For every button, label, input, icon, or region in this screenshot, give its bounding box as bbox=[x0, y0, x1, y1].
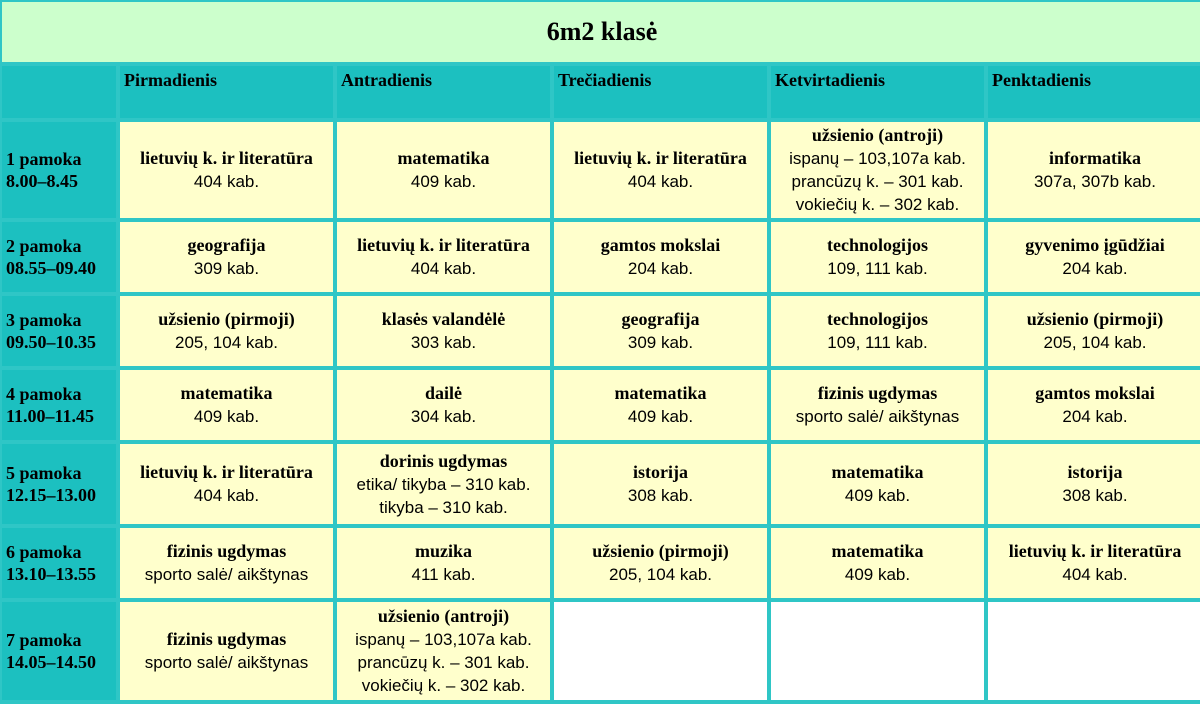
period-cell bbox=[2, 528, 116, 598]
subject-name: matematika bbox=[180, 383, 273, 403]
lesson-cell bbox=[771, 370, 984, 440]
room-info: 409 kab. bbox=[844, 565, 911, 584]
lesson-cell bbox=[554, 444, 767, 524]
period-label: 7 pamoka bbox=[6, 630, 82, 650]
period-label: 6 pamoka bbox=[6, 542, 82, 562]
period-cell bbox=[2, 370, 116, 440]
room-info: prancūzų k. – 301 kab. bbox=[791, 172, 964, 191]
subject-name: fizinis ugdymas bbox=[166, 541, 287, 561]
subject-name: fizinis ugdymas bbox=[817, 383, 938, 403]
lesson-cell bbox=[337, 444, 550, 524]
lesson-cell bbox=[988, 444, 1200, 524]
room-info: ispanų – 103,107a kab. bbox=[355, 630, 532, 649]
day-header: Ketvirtadienis bbox=[771, 66, 984, 118]
room-info: 404 kab. bbox=[410, 259, 477, 278]
lesson-cell bbox=[120, 370, 333, 440]
period-time: 8.00–8.45 bbox=[6, 171, 78, 191]
lesson-cell bbox=[771, 222, 984, 292]
lesson-cell bbox=[120, 122, 333, 218]
day-header: Penktadienis bbox=[988, 66, 1200, 118]
lesson-cell bbox=[337, 222, 550, 292]
lesson-cell bbox=[120, 296, 333, 366]
subject-name: užsienio (antroji) bbox=[377, 606, 510, 626]
lesson-cell bbox=[554, 122, 767, 218]
lesson-cell bbox=[554, 222, 767, 292]
lesson-cell bbox=[554, 528, 767, 598]
period-label: 1 pamoka bbox=[6, 149, 82, 169]
table-row bbox=[2, 602, 1200, 700]
room-info: ispanų – 103,107a kab. bbox=[789, 149, 966, 168]
lesson-cell bbox=[771, 296, 984, 366]
room-info: 308 kab. bbox=[1062, 486, 1128, 505]
day-header: Trečiadienis bbox=[554, 66, 767, 118]
lesson-cell bbox=[554, 370, 767, 440]
lesson-cell bbox=[988, 122, 1200, 218]
page-title: 6m2 klasė bbox=[2, 2, 1200, 62]
subject-name: užsienio (pirmoji) bbox=[158, 309, 295, 329]
period-cell bbox=[2, 222, 116, 292]
lesson-cell bbox=[771, 528, 984, 598]
subject-name: geografija bbox=[187, 235, 266, 255]
table-row bbox=[2, 528, 1200, 598]
subject-name: muzika bbox=[414, 541, 472, 561]
period-cell bbox=[2, 296, 116, 366]
period-label: 3 pamoka bbox=[6, 310, 82, 330]
subject-name: lietuvių k. ir literatūra bbox=[574, 148, 747, 168]
empty-cell bbox=[988, 602, 1200, 700]
title-row bbox=[2, 2, 1200, 62]
subject-name: istorija bbox=[1067, 462, 1123, 482]
subject-name: technologijos bbox=[827, 235, 928, 255]
room-info: sporto salė/ aikštynas bbox=[795, 407, 960, 426]
lesson-cell bbox=[120, 444, 333, 524]
subject-name: matematika bbox=[831, 462, 924, 482]
lesson-cell bbox=[337, 528, 550, 598]
subject-name: gamtos mokslai bbox=[600, 235, 721, 255]
table-row bbox=[2, 122, 1200, 218]
empty-cell bbox=[554, 602, 767, 700]
lesson-cell bbox=[120, 222, 333, 292]
room-info: 308 kab. bbox=[627, 486, 694, 505]
lesson-cell bbox=[771, 444, 984, 524]
room-info: 205, 104 kab. bbox=[1043, 333, 1147, 352]
subject-name: geografija bbox=[621, 309, 700, 329]
room-info: etika/ tikyba – 310 kab. bbox=[356, 474, 531, 494]
empty-cell bbox=[771, 602, 984, 700]
room-info: sporto salė/ aikštynas bbox=[144, 653, 309, 672]
room-info: 309 kab. bbox=[627, 333, 694, 352]
table-row bbox=[2, 444, 1200, 524]
room-info: prancūzų k. – 301 kab. bbox=[357, 653, 530, 672]
period-label: 4 pamoka bbox=[6, 384, 82, 404]
room-info: 307a, 307b kab. bbox=[1034, 172, 1156, 191]
lesson-cell bbox=[554, 296, 767, 366]
room-info: 409 kab. bbox=[193, 407, 260, 426]
subject-name: lietuvių k. ir literatūra bbox=[357, 235, 530, 255]
lesson-cell bbox=[120, 528, 333, 598]
day-header: Antradienis bbox=[337, 66, 550, 118]
room-info: 309 kab. bbox=[193, 259, 260, 278]
subject-name: informatika bbox=[1049, 148, 1142, 168]
period-time: 13.10–13.55 bbox=[6, 564, 96, 584]
room-info: 404 kab. bbox=[627, 172, 694, 191]
subject-name: dorinis ugdymas bbox=[379, 450, 508, 471]
period-time: 08.55–09.40 bbox=[6, 258, 96, 278]
room-info: 205, 104 kab. bbox=[174, 333, 279, 352]
table-row bbox=[2, 296, 1200, 366]
subject-name: fizinis ugdymas bbox=[166, 629, 287, 649]
subject-name: užsienio (pirmoji) bbox=[592, 541, 729, 561]
day-header-row bbox=[2, 66, 1200, 118]
room-info: 409 kab. bbox=[410, 172, 477, 191]
room-info: 409 kab. bbox=[627, 407, 694, 426]
lesson-cell bbox=[988, 528, 1200, 598]
subject-name: lietuvių k. ir literatūra bbox=[140, 462, 313, 482]
period-label: 5 pamoka bbox=[6, 463, 82, 483]
period-time: 12.15–13.00 bbox=[6, 485, 96, 505]
period-time: 14.05–14.50 bbox=[6, 652, 96, 672]
room-info: tikyba – 310 kab. bbox=[379, 497, 508, 517]
day-header: Pirmadienis bbox=[120, 66, 333, 118]
subject-name: matematika bbox=[614, 383, 707, 403]
room-info: 404 kab. bbox=[1062, 565, 1128, 584]
room-info: 411 kab. bbox=[411, 565, 476, 584]
lesson-cell bbox=[771, 122, 984, 218]
lesson-cell bbox=[337, 122, 550, 218]
subject-name: klasės valandėlė bbox=[381, 309, 506, 329]
room-info: 409 kab. bbox=[844, 486, 911, 505]
period-cell bbox=[2, 122, 116, 218]
timetable-body bbox=[2, 122, 1200, 700]
room-info: 109, 111 kab. bbox=[827, 333, 928, 352]
room-info: 404 kab. bbox=[193, 486, 260, 505]
room-info: 204 kab. bbox=[1062, 259, 1128, 278]
subject-name: technologijos bbox=[827, 309, 928, 329]
period-cell bbox=[2, 602, 116, 700]
table-row bbox=[2, 222, 1200, 292]
period-time: 09.50–10.35 bbox=[6, 332, 96, 352]
subject-name: matematika bbox=[831, 541, 924, 561]
subject-name: gyvenimo įgūdžiai bbox=[1025, 235, 1165, 255]
room-info: 204 kab. bbox=[1062, 407, 1128, 426]
lesson-cell bbox=[337, 602, 550, 700]
period-cell bbox=[2, 444, 116, 524]
room-info: vokiečių k. – 302 kab. bbox=[361, 676, 526, 695]
lesson-cell bbox=[120, 602, 333, 700]
room-info: 204 kab. bbox=[627, 259, 694, 278]
lesson-cell bbox=[337, 296, 550, 366]
room-info: 304 kab. bbox=[410, 407, 477, 426]
room-info: 205, 104 kab. bbox=[608, 565, 713, 584]
lesson-cell bbox=[988, 296, 1200, 366]
room-info: 404 kab. bbox=[193, 172, 260, 191]
room-info: 303 kab. bbox=[410, 333, 477, 352]
room-info: 109, 111 kab. bbox=[827, 259, 928, 278]
subject-name: užsienio (pirmoji) bbox=[1026, 309, 1164, 329]
subject-name: matematika bbox=[397, 148, 490, 168]
subject-name: užsienio (antroji) bbox=[811, 125, 944, 145]
period-time: 11.00–11.45 bbox=[6, 406, 95, 426]
subject-name: lietuvių k. ir literatūra bbox=[1008, 541, 1182, 561]
lesson-cell bbox=[988, 370, 1200, 440]
subject-name: dailė bbox=[424, 383, 462, 403]
table-row bbox=[2, 370, 1200, 440]
subject-name: gamtos mokslai bbox=[1035, 383, 1155, 403]
corner-cell bbox=[2, 66, 116, 118]
subject-name: lietuvių k. ir literatūra bbox=[140, 148, 313, 168]
subject-name: istorija bbox=[633, 462, 688, 482]
room-info: vokiečių k. – 302 kab. bbox=[795, 195, 960, 214]
lesson-cell bbox=[988, 222, 1200, 292]
period-label: 2 pamoka bbox=[6, 236, 82, 256]
room-info: sporto salė/ aikštynas bbox=[144, 565, 309, 584]
lesson-cell bbox=[337, 370, 550, 440]
